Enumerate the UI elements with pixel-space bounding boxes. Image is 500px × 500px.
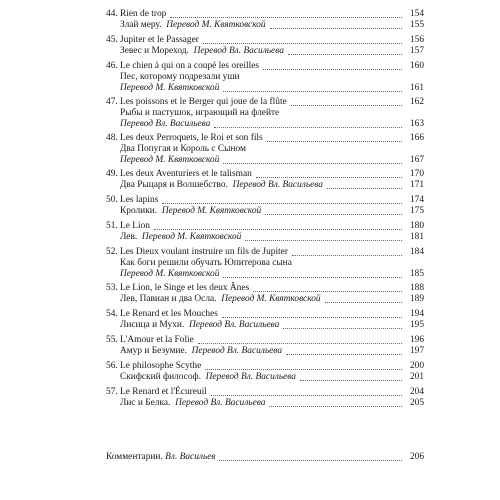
entry-number: 55. [106, 335, 118, 345]
entry-number: 46. [106, 61, 118, 71]
entry-page-number: 180 [409, 221, 424, 231]
entry-number: 44. [106, 9, 118, 19]
translation-title: Скифский философ. [120, 372, 201, 382]
commentary-title: Комментарии. [106, 452, 163, 462]
translator-credit: Перевод М. Квятковской [120, 269, 220, 279]
translator-credit: Перевод Вл. Васильева [193, 46, 284, 56]
translation-page-number: 167 [409, 155, 424, 165]
toc-entry[interactable] [106, 309, 424, 331]
entry-number: 52. [106, 247, 118, 257]
translator-credit: Перевод М. Квятковской [141, 232, 242, 242]
translation-title: Кролики. [120, 206, 158, 216]
leader-dots [325, 295, 402, 303]
leader-dots [154, 222, 402, 230]
translation-page-number: 175 [409, 206, 424, 216]
translator-credit: Перевод М. Квятковской [120, 155, 220, 165]
leader-dots [170, 10, 402, 18]
translation-title: Пес, которому подрезали уши [120, 72, 240, 82]
entry-title: Les deux Perroquets, le Roi et son fils [120, 133, 263, 143]
translator-credit: Перевод Вл. Васильева [205, 372, 296, 382]
translation-title: Лев, Павиан и два Осла. [120, 294, 217, 304]
leader-dots [270, 21, 402, 29]
translation-page-number: 201 [409, 372, 424, 382]
toc-entry[interactable] [106, 9, 424, 31]
translation-title: Рыбы и пастушок, играющий на флейте [120, 108, 280, 118]
entry-page-number: 174 [409, 195, 424, 205]
translation-title: Лисица и Мухи. [120, 320, 185, 330]
entry-title: Les lapins [120, 195, 159, 205]
entry-number: 54. [106, 309, 118, 319]
entry-number: 45. [106, 35, 118, 45]
leader-dots [162, 196, 402, 204]
leader-dots [267, 134, 402, 142]
toc-entry[interactable] [106, 221, 424, 243]
table-of-contents [106, 9, 424, 413]
toc-entry[interactable] [106, 361, 424, 383]
entry-page-number: 194 [409, 309, 424, 319]
toc-entry[interactable] [106, 133, 424, 166]
entry-title: Les Dieux voulant instruire un fils de Jupiter [120, 247, 288, 257]
entry-number: 53. [106, 283, 118, 293]
translation-title: Злай меру. [120, 20, 162, 30]
entry-page-number: 154 [409, 9, 424, 19]
leader-dots [256, 170, 402, 178]
entry-title: L'Amour et la Folie [120, 335, 194, 345]
entry-page-number: 184 [409, 247, 424, 257]
translation-title: Лис и Белка. [120, 398, 171, 408]
entry-page-number: 156 [409, 35, 424, 45]
translator-credit: Перевод Вл. Васильева [191, 346, 283, 356]
toc-entry[interactable] [106, 61, 424, 94]
leader-dots [327, 181, 402, 189]
leader-dots [265, 207, 402, 215]
translation-page-number: 157 [409, 46, 424, 56]
translation-page-number: 161 [409, 83, 424, 93]
translator-credit: Перевод М. Квятковской [166, 20, 266, 30]
entry-number: 47. [106, 97, 118, 107]
toc-entry[interactable] [106, 387, 424, 409]
leader-dots [205, 362, 402, 370]
leader-dots [245, 233, 402, 241]
toc-entry[interactable] [106, 35, 424, 57]
leader-dots [219, 453, 402, 461]
entry-page-number: 170 [409, 169, 424, 179]
entry-title: Les poissons et le Berger qui joue de la flûte [120, 97, 287, 107]
entry-title: Le Lion [120, 221, 150, 231]
entry-title: Rien de trop [120, 9, 167, 19]
translation-title: Как боги решили обучать Юпитерова сына [120, 258, 292, 268]
toc-entry[interactable] [106, 247, 424, 280]
leader-dots [223, 156, 402, 164]
entry-page-number: 200 [409, 361, 424, 371]
toc-entry[interactable] [106, 283, 424, 305]
leader-dots [198, 336, 402, 344]
entry-title: Le chien à qui on a coupé les oreilles [120, 61, 260, 71]
entry-number: 50. [106, 195, 118, 205]
entry-page-number: 196 [409, 335, 424, 345]
entry-number: 56. [106, 361, 118, 371]
leader-dots [288, 47, 402, 55]
leader-dots [292, 248, 402, 256]
leader-dots [223, 84, 402, 92]
entry-title: Le Renard et les Mouches [120, 309, 218, 319]
translator-credit: Перевод Вл. Васильева [188, 320, 280, 330]
leader-dots [214, 120, 402, 128]
translation-title: Два Рыцаря и Волшебство. [120, 180, 228, 190]
translator-credit: Перевод М. Квятковской [120, 83, 220, 93]
translation-page-number: 189 [409, 294, 424, 304]
commentary-author: Вл. Васильев [165, 452, 216, 462]
translation-page-number: 155 [409, 20, 424, 30]
leader-dots [253, 284, 402, 292]
translation-title: Амур и Безумие. [120, 346, 187, 356]
leader-dots [211, 388, 402, 396]
translation-page-number: 195 [409, 320, 424, 330]
toc-entry[interactable] [106, 97, 424, 130]
translator-credit: Перевод Вл. Васильева [232, 180, 323, 190]
leader-dots [269, 399, 402, 407]
translation-page-number: 181 [409, 232, 424, 242]
toc-entry[interactable] [106, 195, 424, 217]
leader-dots [263, 62, 402, 70]
translation-title: Лев. [120, 232, 138, 242]
entry-page-number: 166 [409, 133, 424, 143]
translation-title: Два Попугая и Король с Сыном [120, 144, 246, 154]
entry-title: Jupiter et le Passager [120, 35, 199, 45]
translation-page-number: 185 [409, 269, 424, 279]
translator-credit: Перевод М. Квятковской [161, 206, 262, 216]
entry-number: 57. [106, 387, 118, 397]
translator-credit: Перевод Вл. Васильева [175, 398, 266, 408]
entry-page-number: 204 [409, 387, 424, 397]
entry-title: Le philosophe Scythe [120, 361, 202, 371]
translation-page-number: 205 [409, 398, 424, 408]
entry-number: 48. [106, 133, 118, 143]
entry-title: Les deux Aventuriers et le talisman [120, 169, 252, 179]
commentary-entry [106, 452, 424, 463]
leader-dots [222, 310, 402, 318]
entry-page-number: 162 [409, 97, 424, 107]
leader-dots [283, 321, 402, 329]
translator-credit: Перевод М. Квятковской [221, 294, 321, 304]
entry-page-number: 160 [409, 61, 424, 71]
leader-dots [300, 373, 402, 381]
leader-dots [203, 36, 402, 44]
commentary-page-number: 206 [409, 452, 424, 462]
entry-number: 51. [106, 221, 118, 231]
entry-title: Le Lion, le Singe et les deux Ânes [120, 283, 250, 293]
translation-title: Зевес и Мореход. [120, 46, 189, 56]
leader-dots [286, 347, 402, 355]
translation-page-number: 197 [409, 346, 424, 356]
entry-title: Le Renard et l'Écureuil [120, 387, 207, 397]
entry-page-number: 188 [409, 283, 424, 293]
toc-entry[interactable] [106, 335, 424, 357]
translation-page-number: 171 [409, 180, 424, 190]
translator-credit: Перевод Вл. Васильева [120, 119, 211, 129]
toc-entry[interactable] [106, 169, 424, 191]
translation-page-number: 163 [409, 119, 424, 129]
leader-dots [291, 98, 402, 106]
leader-dots [223, 270, 402, 278]
entry-number: 49. [106, 169, 118, 179]
